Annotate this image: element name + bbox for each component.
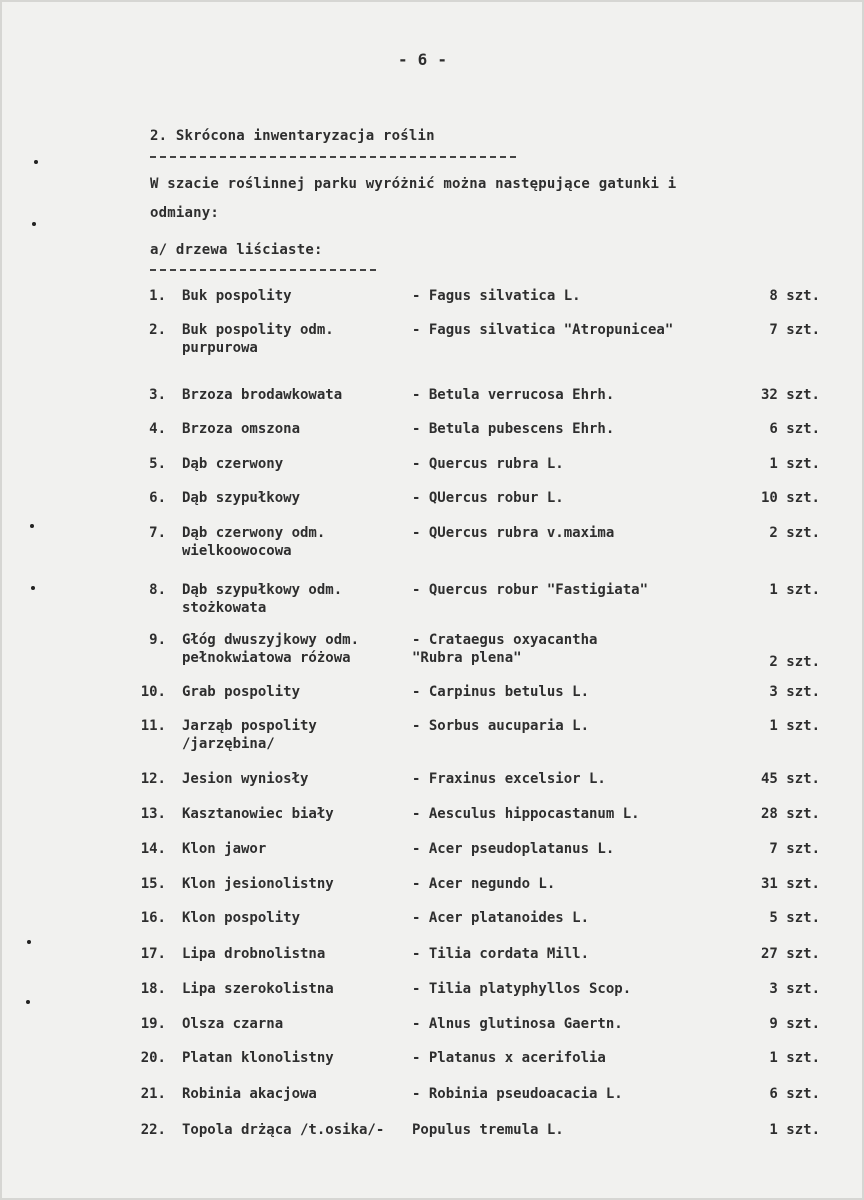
quantity: 9 szt. <box>769 1016 820 1032</box>
item-number: 14. <box>140 841 166 857</box>
section-heading: 2. Skrócona inwentaryzacja roślin <box>150 128 435 144</box>
latin-name: - Betula verrucosa Ehrh. <box>412 387 615 403</box>
item-number: 12. <box>140 771 166 787</box>
quantity: 1 szt. <box>769 718 820 734</box>
item-number: 17. <box>140 946 166 962</box>
polish-name: Lipa drobnolistna <box>182 946 326 962</box>
list-item <box>0 582 864 622</box>
intro-line-2: odmiany: <box>150 205 220 221</box>
quantity: 6 szt. <box>769 421 820 437</box>
quantity: 7 szt. <box>769 322 820 338</box>
polish-name: Grab pospolity <box>182 684 301 700</box>
latin-name: - QUercus rubra v.maxima <box>412 525 615 541</box>
quantity: 27 szt. <box>760 946 820 962</box>
polish-name: Buk pospolity odm. <box>182 322 334 338</box>
list-item <box>0 981 864 1021</box>
latin-name: - Alnus glutinosa Gaertn. <box>412 1016 623 1032</box>
quantity: 1 szt. <box>769 1122 820 1138</box>
heading-underline <box>150 156 516 158</box>
item-number: 22. <box>140 1122 166 1138</box>
subheading-underline <box>150 269 376 271</box>
polish-name: Lipa szerokolistna <box>182 981 334 997</box>
list-item <box>0 841 864 881</box>
polish-name: Jesion wyniosły <box>182 771 309 787</box>
latin-name: - Fagus silvatica L. <box>412 288 581 304</box>
latin-name: - Acer platanoides L. <box>412 910 590 926</box>
list-item <box>0 322 864 362</box>
list-item <box>0 946 864 986</box>
polish-name: Jarząb pospolity <box>182 718 317 734</box>
latin-name: - Carpinus betulus L. <box>412 684 590 700</box>
item-number: 18. <box>140 981 166 997</box>
polish-name: Dąb czerwony <box>182 456 284 472</box>
polish-name: Buk pospolity <box>182 288 292 304</box>
latin-name: - Betula pubescens Ehrh. <box>412 421 615 437</box>
margin-dot <box>31 586 35 590</box>
latin-name-continued: "Rubra plena" <box>412 650 522 666</box>
polish-name: Brzoza omszona <box>182 421 301 437</box>
polish-name: Kasztanowiec biały <box>182 806 334 822</box>
item-number: 13. <box>140 806 166 822</box>
item-number: 3. <box>149 387 166 403</box>
polish-name: Głóg dwuszyjkowy odm. <box>182 632 360 648</box>
item-number: 8. <box>149 582 166 598</box>
list-item <box>0 806 864 846</box>
list-item <box>0 771 864 811</box>
item-number: 20. <box>140 1050 166 1066</box>
item-number: 1. <box>149 288 166 304</box>
quantity: 3 szt. <box>769 684 820 700</box>
quantity: 1 szt. <box>769 456 820 472</box>
item-number: 11. <box>140 718 166 734</box>
quantity: 31 szt. <box>760 876 820 892</box>
item-number: 9. <box>149 632 166 648</box>
latin-name: - QUercus robur L. <box>412 490 564 506</box>
list-item <box>0 525 864 565</box>
polish-name: Dąb szypułkowy <box>182 490 301 506</box>
item-number: 4. <box>149 421 166 437</box>
list-item <box>0 718 864 758</box>
latin-name: - Fagus silvatica "Atropunicea" <box>412 322 674 338</box>
margin-dot <box>30 524 34 528</box>
latin-name: - Sorbus aucuparia L. <box>412 718 590 734</box>
polish-name: Klon jesionolistny <box>182 876 334 892</box>
margin-dot <box>26 1000 30 1004</box>
polish-name: Klon jawor <box>182 841 267 857</box>
polish-name-continued: pełnokwiatowa różowa <box>182 650 351 666</box>
latin-name: - Crataegus oxyacantha <box>412 632 598 648</box>
item-number: 15. <box>140 876 166 892</box>
polish-name: Olsza czarna <box>182 1016 284 1032</box>
list-item <box>0 1050 864 1090</box>
latin-name: - Quercus rubra L. <box>412 456 564 472</box>
quantity: 10 szt. <box>760 490 820 506</box>
latin-name: - Fraxinus excelsior L. <box>412 771 606 787</box>
latin-name: - Quercus robur "Fastigiata" <box>412 582 649 598</box>
list-item <box>0 421 864 461</box>
item-number: 19. <box>140 1016 166 1032</box>
quantity: 6 szt. <box>769 1086 820 1102</box>
polish-name-continued: /jarzębina/ <box>182 736 275 752</box>
list-item <box>0 632 864 672</box>
polish-name: Topola drżąca /t.osika/- <box>182 1122 385 1138</box>
item-number: 16. <box>140 910 166 926</box>
polish-name-continued: stożkowata <box>182 600 267 616</box>
quantity: 1 szt. <box>769 1050 820 1066</box>
latin-name: - Tilia cordata Mill. <box>412 946 590 962</box>
margin-dot <box>32 222 36 226</box>
quantity: 3 szt. <box>769 981 820 997</box>
subheading: a/ drzewa liściaste: <box>150 242 323 258</box>
quantity: 1 szt. <box>769 582 820 598</box>
quantity: 7 szt. <box>769 841 820 857</box>
latin-name: - Acer negundo L. <box>412 876 556 892</box>
quantity: 8 szt. <box>769 288 820 304</box>
polish-name: Brzoza brodawkowata <box>182 387 343 403</box>
quantity: 45 szt. <box>760 771 820 787</box>
list-item <box>0 1086 864 1126</box>
latin-name: - Platanus x acerifolia <box>412 1050 606 1066</box>
item-number: 21. <box>140 1086 166 1102</box>
item-number: 6. <box>149 490 166 506</box>
margin-dot <box>34 160 38 164</box>
quantity: 2 szt. <box>769 654 820 670</box>
list-item <box>0 910 864 950</box>
list-item <box>0 490 864 530</box>
polish-name: Klon pospolity <box>182 910 301 926</box>
latin-name: - Robinia pseudoacacia L. <box>412 1086 623 1102</box>
polish-name-continued: wielkoowocowa <box>182 543 292 559</box>
polish-name: Dąb czerwony odm. <box>182 525 326 541</box>
quantity: 5 szt. <box>769 910 820 926</box>
latin-name: - Aesculus hippocastanum L. <box>412 806 640 822</box>
latin-name: Populus tremula L. <box>412 1122 564 1138</box>
margin-dot <box>27 940 31 944</box>
latin-name: - Tilia platyphyllos Scop. <box>412 981 632 997</box>
intro-line-1: W szacie roślinnej parku wyróżnić można następujące gatunki i <box>150 176 677 192</box>
list-item <box>0 1122 864 1162</box>
polish-name: Robinia akacjowa <box>182 1086 317 1102</box>
polish-name: Platan klonolistny <box>182 1050 334 1066</box>
item-number: 2. <box>149 322 166 338</box>
item-number: 5. <box>149 456 166 472</box>
polish-name: Dąb szypułkowy odm. <box>182 582 343 598</box>
item-number: 10. <box>140 684 166 700</box>
page-number: - 6 - <box>398 50 448 69</box>
item-number: 7. <box>149 525 166 541</box>
quantity: 32 szt. <box>760 387 820 403</box>
quantity: 28 szt. <box>760 806 820 822</box>
quantity: 2 szt. <box>769 525 820 541</box>
polish-name-continued: purpurowa <box>182 340 258 356</box>
latin-name: - Acer pseudoplatanus L. <box>412 841 615 857</box>
